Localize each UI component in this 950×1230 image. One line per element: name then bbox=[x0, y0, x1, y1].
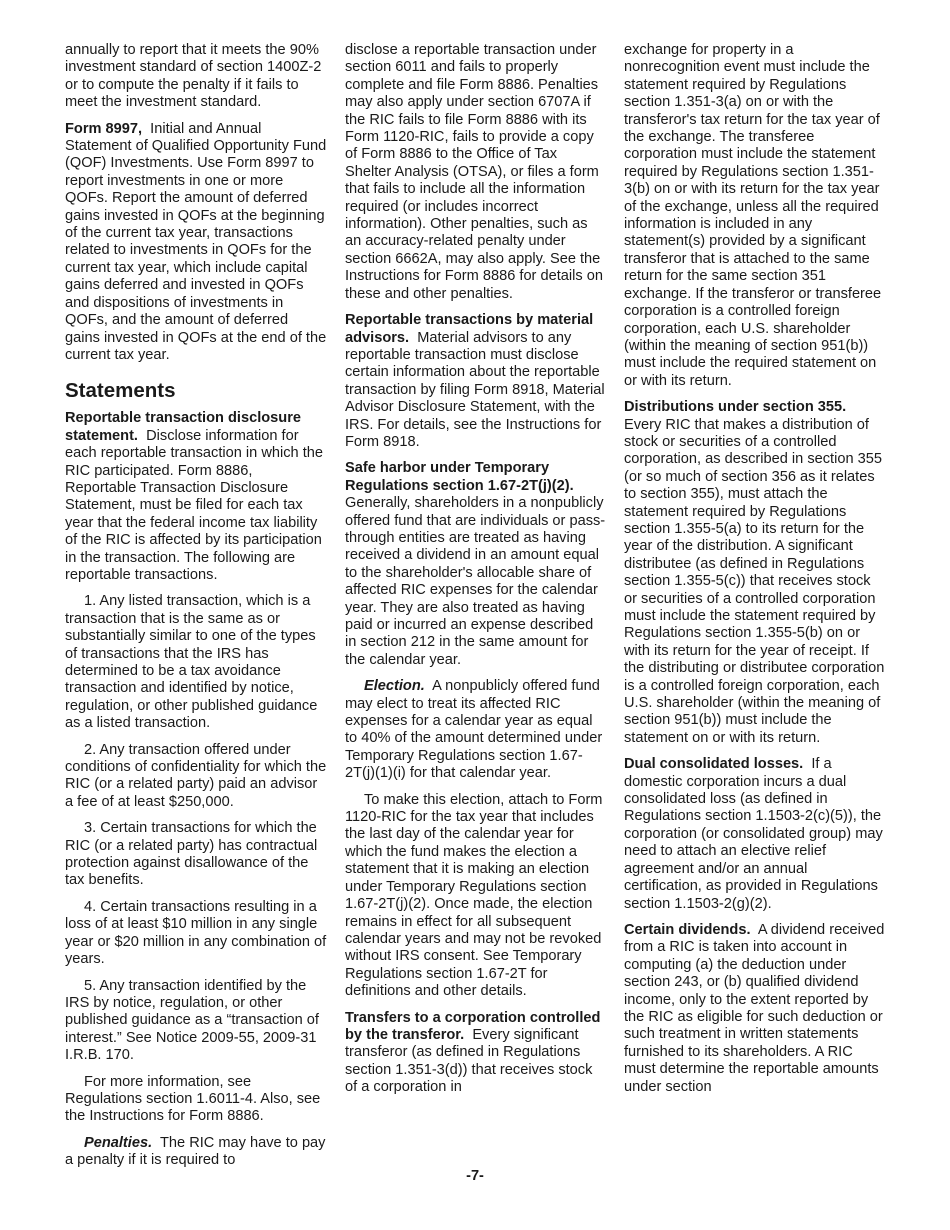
more-info-paragraph: For more information, see Regulations section 1.6011-4. Also, see the Instructions for Form 8886. bbox=[65, 1073, 321, 1125]
transfers-continued: exchange for property in a nonrecognition event must include the statement required by Regulations section 1.351-3(a) on or with the transferor's tax return for the tax year of the exchange. The transferee corporation must include the statement required by Regulations section 1.351-3(b) on or with its return for the tax year of the exchange, unless all the required information is included in any statement(s) provided by a significant transferor that is attached to the same return for the same section 351 exchange. If the transferor or transferee corporation is a controlled foreign corporation, each U.S. shareholder (within the meaning of section 951(b)) must include the required statement on or with its return. bbox=[624, 42, 882, 389]
material-advisors-paragraph: Reportable transactions by material advisors. Material advisors to any reportable transaction must disclose certain information about the reportable transaction by filing Form 8918, Material Advisor Disclosure Statement, with the IRS. For details, see the Instructions for Form 8918. bbox=[345, 312, 605, 450]
dual-losses-paragraph: Dual consolidated losses. If a domestic corporation incurs a dual consolidated loss (as defined in Regulations section 1.1503-2(c)(5)), the corporation (or consolidated group) may need to attach an elective relief agreement and/or an annual certification, as provided in Regulations section 1.1503-2(g)(2). bbox=[624, 756, 883, 912]
penalties-heading: Penalties. bbox=[84, 1134, 153, 1151]
form-8997-heading: Form 8997, bbox=[65, 120, 143, 137]
material-advisors-heading: Reportable transactions by material advisors. bbox=[345, 312, 594, 346]
reportable-transaction-paragraph: Reportable transaction disclosure statement. Disclose information for each reportable transaction in which the RIC participated. Form 8886, Reportable Transaction Disclosure Statement, must be filed for each tax year that the federal income tax liability of the RIC is affected by its participation in the transaction. The following are reportable transactions. bbox=[65, 410, 323, 583]
list-item: 2. Any transaction offered under conditions of confidentiality for which the RIC (or a related party) paid an advisor a fee of at least $250,000. bbox=[65, 741, 327, 810]
list-item: 3. Certain transactions for which the RIC (or a related party) has contractual protection against disallowance of the tax benefits. bbox=[65, 820, 318, 889]
make-election-paragraph: To make this election, attach to Form 1120-RIC for the tax year that includes the last day of the calendar year for which the fund makes the election a statement that it is making an election under Temporary Regulations section 1.67-2T(j)(2). Once made, the election remains in effect for all subsequent calendar years and may not be revoked without IRS consent. See Temporary Regulations section 1.67-2T for definitions and other details. bbox=[345, 791, 603, 1000]
election-heading: Election. bbox=[364, 678, 425, 695]
distributions-paragraph: Distributions under section 355. Every RIC that makes a distribution of stock or securities of a controlled corporation, as described in section 355 (or so much of section 356 as it relates to section 355), must attach the statement required by Regulations section 1.355-5(a) to its return for the year of the distribution. A significant distributee (as defined in Regulations section 1.355-5(c)) that receives stock or securities of a controlled corporation must include the statement required by Regulations section 1.355-5(b) on or with its return for the year of receipt. If the distributing or distributee corporation is a controlled foreign corporation, each U.S. shareholder (within the meaning of section 951(b)) must include the statement on or with its return. bbox=[624, 399, 885, 746]
page-number: -7- bbox=[466, 1168, 484, 1184]
certain-dividends-paragraph: Certain dividends. A dividend received from a RIC is taken into account in computing (a) the deduction under section 243, or (b) qualified dividend income, only to the extent reported by the RIC as eligible for such deduction or such treatment in written statements furnished to its shareholders. A RIC must determine the reportable amounts under section bbox=[624, 921, 885, 1095]
transfers-heading: Transfers to a corporation controlled by the transferor. bbox=[345, 1009, 601, 1043]
election-paragraph: Election. A nonpublicly offered fund may elect to treat its affected RIC expenses for a calendar year as equal to 40% of the amount determined under Temporary Regulations section 1.67-2T(j)(1)(i) for that calendar year. bbox=[345, 678, 603, 782]
column-left bbox=[65, 42, 327, 1179]
dual-losses-heading: Dual consolidated losses. bbox=[624, 756, 804, 773]
penalties-continued: disclose a reportable transaction under section 6011 and fails to properly complete and file Form 8886. Penalties may also apply under section 6707A if the RIC fails to file Form 8886 with its Form 1120-RIC, fails to provide a copy of Form 8886 to the Office of Tax Shelter Analysis (OTSA), or files a form that fails to include all the information required (or includes incorrect information). Other penalties, such as an accuracy-related penalty under section 6662A, may also apply. See the Instructions for Form 8886 for details on these and other penalties. bbox=[345, 42, 603, 302]
distributions-heading: Distributions under section 355. bbox=[624, 399, 847, 416]
form-8997-paragraph: Form 8997, Initial and Annual Statement of Qualified Opportunity Fund (QOF) Investments. Use Form 8997 to report investments in one or more QOFs. Report the amount of deferred gains invested in QOFs at the beginning of the current tax year, transactions related to investments in QOFs for the current tax year, which include capital gains deferred and invested in QOFs and dispositions of investments in QOFs, and the amount of deferred gains invested in QOFs at the end of the current tax year. bbox=[65, 120, 327, 363]
list-item: 4. Certain transactions resulting in a loss of at least $10 million in any single year or $20 million in any combination of years. bbox=[65, 898, 327, 968]
safe-harbor-heading: Safe harbor under Temporary Regulations section 1.67-2T(j)(2). bbox=[345, 460, 574, 494]
column-right bbox=[624, 42, 886, 1105]
list-item: 1. Any listed transaction, which is a transaction that is the same as or substantially similar to one of the types of transactions that the IRS has determined to be a tax avoidance transaction and identified by notice, regulation, or other published guidance as a listed transaction. bbox=[65, 593, 318, 732]
column-middle bbox=[345, 42, 607, 1106]
paragraph-continued: annually to report that it meets the 90% investment standard of section 1400Z-2 or to compute the penalty if it fails to meet the investment standard. bbox=[65, 42, 322, 111]
list-item: 5. Any transaction identified by the IRS by notice, regulation, or other published guidance as a “transaction of interest.” See Notice 2009-55, 2009-31 I.R.B. 170. bbox=[65, 977, 319, 1064]
safe-harbor-paragraph: Safe harbor under Temporary Regulations section 1.67-2T(j)(2). Generally, shareholders in a nonpublicly offered fund that are individuals or pass-through entities are treated as having received a dividend in an amount equal to the shareholder's allocable share of affected RIC expenses for the calendar year. They are also treated as having paid or incurred an expense described in section 212 in the same amount for the calendar year. bbox=[345, 460, 606, 668]
reportable-transaction-heading: Reportable transaction disclosure statement. bbox=[65, 410, 301, 444]
penalties-paragraph: Penalties. The RIC may have to pay a penalty if it is required to bbox=[65, 1134, 326, 1169]
transfers-paragraph: Transfers to a corporation controlled by the transferor. Every significant transferor (as defined in Regulations section 1.351-3(d)) that receives stock of a corporation in bbox=[345, 1009, 601, 1096]
certain-dividends-heading: Certain dividends. bbox=[624, 921, 751, 938]
statements-heading: Statements bbox=[65, 379, 176, 403]
